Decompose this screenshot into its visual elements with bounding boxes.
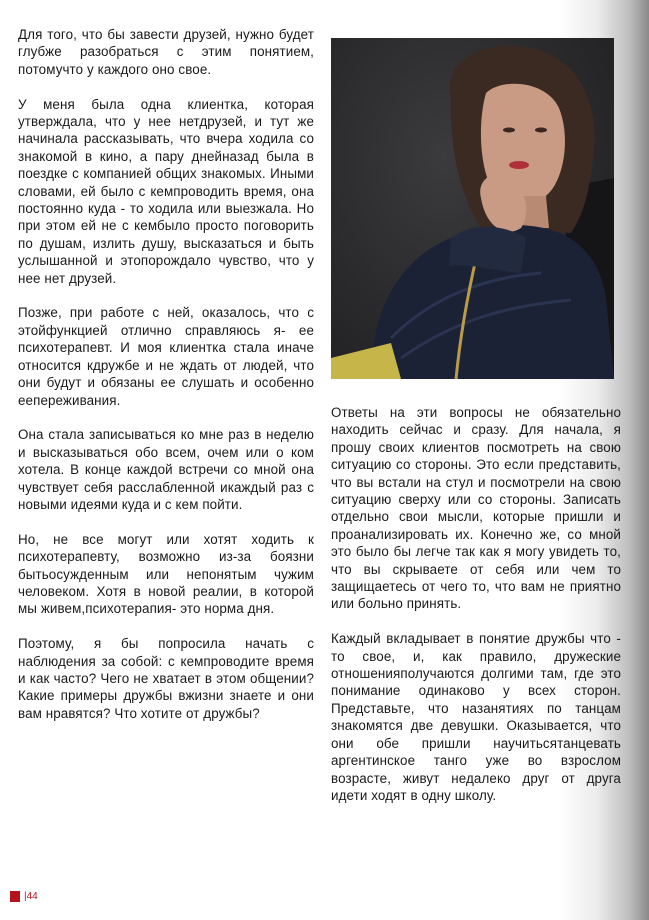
- paragraph: Каждый вкладывает в понятие дружбы что - то свое, и, как правило, дружеские отношенияполучаются долгими там, где это понимание одинаково у всех сторон. Представьте, что назанятиях по танцам знакомятся две девушки. Оказывается, что они обе пришли научитьсятанцевать аргентинское танго уже во взрослом возрасте, живут недалеко друг от друга идети ходят в одну школу.: [331, 631, 621, 803]
- paragraph: Поэтому, я бы попросила начать с наблюдения за собой: с кемпроводите время и как часто? Чего не хватает в этом общении? Какие примеры дружбы вжизни знаете и они вам нравятся? Что хотите от дружбы?: [18, 636, 314, 721]
- page-number: |44: [24, 890, 38, 902]
- page-footer: [10, 889, 38, 903]
- paragraph: У меня была одна клиентка, которая утверждала, что у нее нетдрузей, и тут же начинала рассказывать, что вчера ходила со знакомой в кино, а пару днейназад была в поездке с компанией общих знакомых. Иными словами, ей было с кемпроводить время, она постоянно куда - то ходила или выезжала. Но при этом ей не с кембыло просто поговорить по душам, излить душу, высказаться и быть услышанной и этопорождало чувство, что у нее нет друзей.: [18, 96, 314, 286]
- portrait-illustration: [331, 38, 614, 379]
- paragraph: Позже, при работе с ней, оказалось, что с этойфункцией отлично справляюсь я- ее психотерапевт. И моя клиентка стала иначе относится кдружбе и не ждать от людей, что они будут и обязаны ее слушать и особенно еепереживания.: [18, 305, 314, 408]
- paragraph: Ответы на эти вопросы не обязательно находить сейчас и сразу. Для начала, я прошу своих клиентов посмотреть на свою ситуацию со стороны. Это если представить, что вы встали на стул и посмотрели на свою ситуацию сверху или со стороны. Записать отдельно свои мысли, которые пришли и проанализировать их. Конечно же, со мной это было бы легче так как я могу увидеть то, что вы скрываете от себя или чем то защищаетесь от чего то, что вам не приятно или больно принять.: [331, 405, 621, 612]
- left-text-column: [18, 26, 314, 740]
- right-text-column: [331, 404, 621, 822]
- paragraph: Для того, что бы завести друзей, нужно будет глубже разобраться с этим понятием, потомучто у каждого оно свое.: [18, 27, 314, 77]
- red-square-icon: [10, 891, 20, 902]
- paragraph: Она стала записываться ко мне раз в неделю и высказываться обо всем, очем или о ком хотела. В конце каждой встречи со мной она чувствует себя расслабленной икаждый раз с новыми идеями куда и с кем пойти.: [18, 427, 314, 512]
- portrait-photo: [331, 38, 614, 379]
- paragraph: Но, не все могут или хотят ходить к психотерапевту, возможно из-за боязни бытьосужденным или непонятым чужим человеком. Хотя в новой реалии, в которой мы живем,психотерапия- это норма дня.: [18, 531, 314, 617]
